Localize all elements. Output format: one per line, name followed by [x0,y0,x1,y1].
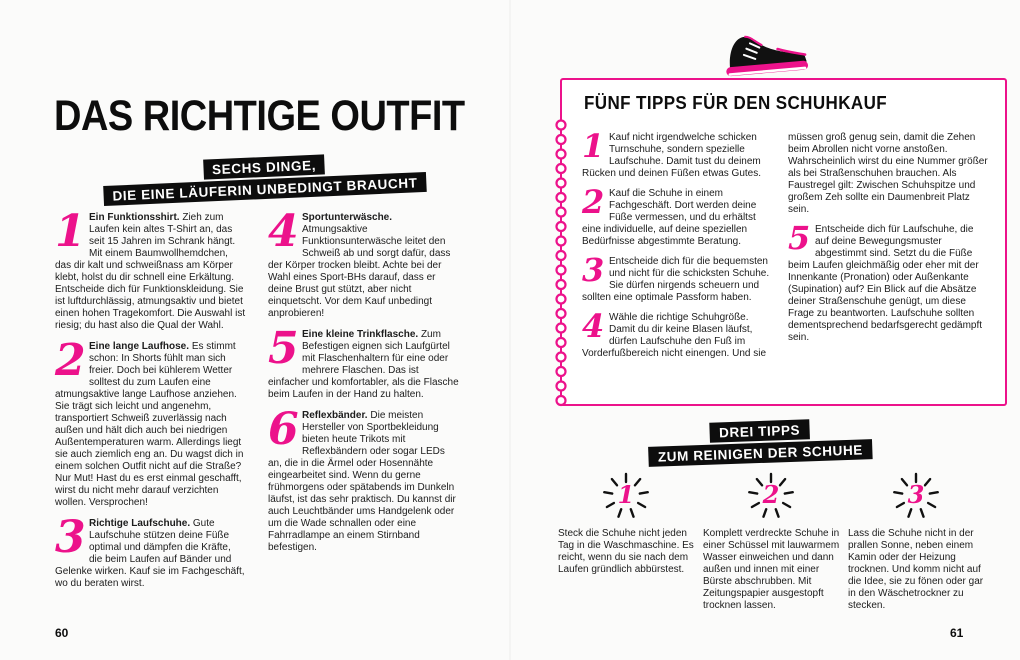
cleaning-tip-text: Steck die Schuhe nicht jeden Tag in die Waschmaschine. Es reicht, wenn du sie nach dem Laufen gründlich abbürstest. [558,528,694,575]
tip-number: 4 [582,307,605,345]
checklist-column-1 [55,206,246,599]
starburst-number [739,470,803,522]
item-lead: Eine lange Laufhose. [89,341,190,352]
starburst-number [594,470,658,522]
tip-item [582,183,770,248]
page-number-left: 60 [55,626,69,640]
tip-number: 2 [582,183,605,221]
banner-line-2: ZUM REINIGEN DER SCHUHE [649,439,873,467]
tip-item [582,307,770,360]
sneaker-icon [718,24,814,86]
item-number: 3 [55,512,86,563]
section-banner [91,148,438,207]
item-text: Zieh zum Laufen kein altes T-Shirt an, das seit 15 Jahren im Schrank hängt. Mit einem Baumwollhemdchen, das dir kalt und schweißnass am Körper klebt, holst du dir schnell eine Erkältung. Entscheide dich für Funktionskleidung. Sie ist luftdurchlässig, atmungsaktiv und bietet einen hohen Tragekomfort. Die Auswahl ist riesig; du hast also die Qual der Wahl. [55,212,246,331]
cleaning-banner [584,414,935,470]
spiral-binding-icon [550,118,572,410]
item-lead: Reflexbänder. [302,410,368,421]
tips-box-column-1 [582,127,770,368]
tips-box-column-2 [788,132,988,352]
item-text: Zum Befestigen eignen sich Laufgürtel mit Flaschenhaltern für eine oder mehrere Flaschen. Das ist einfacher und komfortabler, als die Flasche beim Laufen in der Hand zu halten. [268,329,459,400]
tip-text: Wähle die richtige Schuhgröße. Damit du dir keine Blasen läufst, dürfen Laufschuhe den Fuß im Vorderfußbereich nicht einengen. Und sie [582,312,767,359]
banner-line-1: DREI TIPPS [710,419,810,442]
item-lead: Sportunterwäsche. [302,212,393,223]
tip-number: 1 [582,127,605,165]
page-title: DAS RICHTIGE OUTFIT [54,93,465,141]
cleaning-tip-number: 2 [762,480,780,509]
tip-item [788,219,988,344]
tip-text: Entscheide dich für die bequemsten und nicht für die schicksten Schuhe. Sie dürfen nirgends scheuern und sollten eine optimale Passform haben. [582,256,770,303]
starburst-number [884,470,948,522]
item-number: 2 [55,335,86,386]
tip-number: 3 [582,251,605,289]
item-lead: Eine kleine Trinkflasche. [302,329,419,340]
item-lead: Richtige Laufschuhe. [89,518,191,529]
list-item [268,206,459,320]
page-number-right: 61 [950,626,964,640]
item-text: Gute Laufschuhe stützen deine Füße optimal und dämpfen die Kräfte, die beim Laufen auf Bänder und Gelenke wirken. Kauf sie im Fachgeschäft, wo du beraten wirst. [55,518,245,589]
tips-box-title: FÜNF TIPPS FÜR DEN SCHUHKAUF [584,93,888,114]
cleaning-tip-text: Lass die Schuhe nicht in der prallen Sonne, neben einem Kamin oder der Heizung trocknen. Und komm nicht auf die Idee, sie zu fönen oder gar in den Wäschetrockner zu stecken. [848,528,984,611]
tip-text-continuation: müssen groß genug sein, damit die Zehen beim Abrollen nicht vorne anstoßen. Wahrscheinlich wirst du eine Nummer größer als bei Straßenschuhen brauchen. Als Faustregel gilt: Zwischen Schuhspitze und großem Zeh sollte ein Daumenbreit Platz sein. [788,132,988,215]
cleaning-tip-column [703,528,841,612]
tip-text: Kauf nicht irgendwelche schicken Turnschuhe, sondern spezielle Laufschuhe. Damit tust du deinem Rücken und deinen Füßen etwas Gutes. [582,132,761,179]
banner-line-1: SECHS DINGE, [203,154,326,179]
cleaning-tip-number: 3 [907,480,925,509]
cleaning-tip-number: 1 [617,480,635,509]
banner-line-2: DIE EINE LÄUFERIN UNBEDINGT BRAUCHT [103,172,427,206]
item-number: 5 [268,323,299,374]
item-text: Es stimmt schon: In Shorts fühlt man sich freier. Doch bei kühlerem Wetter solltest du zum Laufen eine atmungsaktive lange Laufhose anziehen. Sie trägt sich leicht und angenehm, transportiert Schweiß zuverlässig nach außen und hält dich auch bei niedrigen Außentemperaturen warm. Allerdings liegt sie auch ziemlich eng an. Du wagst dich in einem solchen Outfit nicht auf die Straße? Nur Mut! Hast du es erst einmal geschafft, wirst du nicht mehr darauf verzichten wollen. Versprochen! [55,341,244,508]
checklist-columns [55,206,459,599]
item-number: 4 [268,206,299,257]
list-item [55,206,246,332]
page-gutter-divider [509,0,511,660]
item-text: Atmungsaktive Funktionsunterwäsche leitet den Schweiß ab und sorgt dafür, dass der Körper trocken bleibt. Achte bei der Wahl eines Sport-BHs darauf, dass er deine Brust gut stützt, aber nicht einquetscht. Vor dem Kauf unbedingt anprobieren! [268,224,451,319]
cleaning-tip-text: Komplett verdreckte Schuhe in einer Schüssel mit lauwarmem Wasser einweichen und dann außen und innen mit einer Bürste abschrubben. Mit Zeitungspapier ausgestopft trocknen lassen. [703,528,840,611]
list-item [55,512,246,590]
item-text: Die meisten Hersteller von Sportbekleidung bieten heute Trikots mit Reflexbändern oder sogar LEDs an, die in die Ärmel oder Hosennähte eingearbeitet sind. Wenn du gerne frühmorgens oder spätabends im Dunkeln läufst, ist das sehr praktisch. Du kannst dir auch Leuchtbänder ums Handgelenk oder um die Wade schnallen oder eine Fahrradlampe an einem Stirnband befestigen. [268,410,456,553]
item-lead: Ein Funktionsshirt. [89,212,180,223]
tip-text: Kauf die Schuhe in einem Fachgeschäft. Dort werden deine Füße vermessen, und du erhältst eine individuelle, auf deine speziellen Bedürfnisse abgestimmte Beratung. [582,188,757,247]
item-number: 6 [268,404,299,455]
tips-box [560,78,1007,406]
checklist-column-2 [268,206,459,599]
tip-item [582,127,770,180]
item-number: 1 [55,206,86,257]
tip-number: 5 [788,219,811,257]
cleaning-tip-column [558,528,696,576]
tip-item [582,251,770,304]
list-item [268,404,459,554]
list-item [268,323,459,401]
tip-text: Entscheide dich für Laufschuhe, die auf deine Bewegungsmuster abgestimmt sind. Setzt du die Füße beim Laufen gleichmäßig oder eher mit der Innenkante (Pronation) oder Außenkante (Supination) auf? Ein Blick auf die Absätze deiner Straßenschuhe genügt, um diese Frage zu beantworten. Laufschuhe sollten dementsprechend bedarfsgerecht gedämpft sein. [788,224,983,343]
cleaning-tip-column [848,528,986,612]
list-item [55,335,246,509]
